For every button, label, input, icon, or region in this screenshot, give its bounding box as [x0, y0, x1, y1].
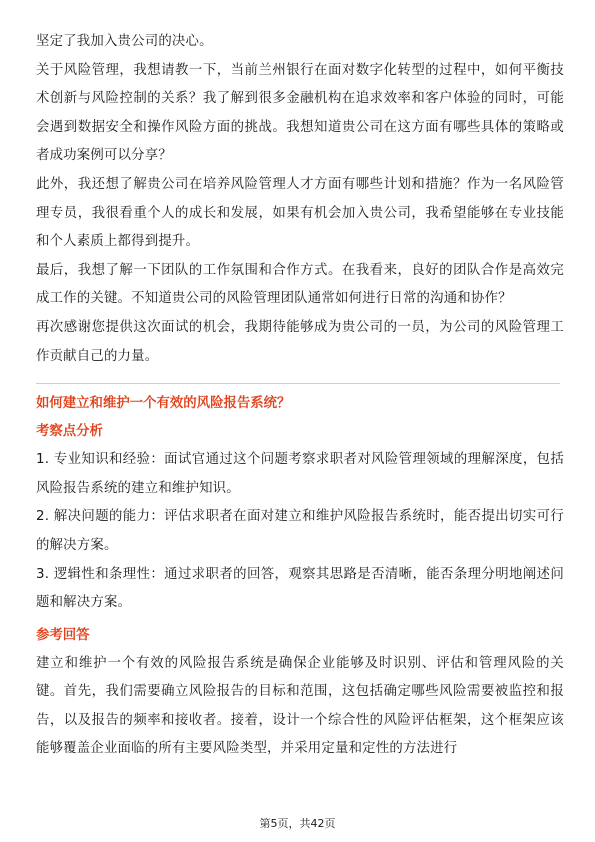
analysis-title: 考察点分析 [36, 424, 103, 440]
analysis-item-3: 3. 逻辑性和条理性：通过求职者的回答，观察其思路是否清晰，能否条理分明地阐述问题和解决方案。 [36, 566, 564, 611]
intro-paragraph-3: 此外，我还想了解贵公司在培养风险管理人才方面有哪些计划和措施？作为一名风险管理专员，我很看重个人的成长和发展，如果有机会加入贵公司，我希望能够在专业技能和个人素质上都得到提升。 [36, 176, 564, 250]
question-heading: 如何建立和维护一个有效的风险报告系统？ [36, 396, 291, 412]
reference-title: 参考回答 [36, 627, 90, 643]
intro-paragraph-1: 坚定了我加入贵公司的决心。 [36, 34, 213, 49]
reference-answer: 建立和维护一个有效的风险报告系统是确保企业能够及时识别、评估和管理风险的关键。首先，我们需要确立风险报告的目标和范围，这包括确定哪些风险需要被监控和报告，以及报告的频率和接收者。接着，设计一个综合性的风险评估框架，这个框架应该能够覆盖企业面临的所有主要风险类型，并采用定量和定性的方法进行 [36, 655, 564, 757]
analysis-item-1: 1. 专业知识和经验：面试官通过这个问题考察求职者对风险管理领域的理解深度，包括风险报告系统的建立和维护知识。 [36, 452, 564, 496]
intro-paragraph-5: 再次感谢您提供这次面试的机会，我期待能够成为贵公司的一员，为公司的风险管理工作贡献自己的力量。 [36, 319, 564, 364]
analysis-item-2: 2. 解决问题的能力：评估求职者在面对建立和维护风险报告系统时，能否提出切实可行的解决方案。 [36, 509, 564, 553]
page-content [36, 28, 564, 764]
section-divider [36, 383, 560, 384]
intro-paragraph-4: 最后，我想了解一下团队的工作氛围和合作方式。在我看来，良好的团队合作是高效完成工作的关键。不知道贵公司的风险管理团队通常如何进行日常的沟通和协作？ [36, 262, 564, 307]
page-number-footer: 第5页，共42页 [259, 817, 336, 830]
intro-paragraph-2: 关于风险管理，我想请教一下，当前兰州银行在面对数字化转型的过程中，如何平衡技术创新与风险控制的关系？我了解到很多金融机构在追求效率和客户体验的同时，可能会遇到数据安全和操作风险方面的挑战。我想知道贵公司在这方面有哪些具体的策略或者成功案例可以分享？ [36, 62, 564, 164]
